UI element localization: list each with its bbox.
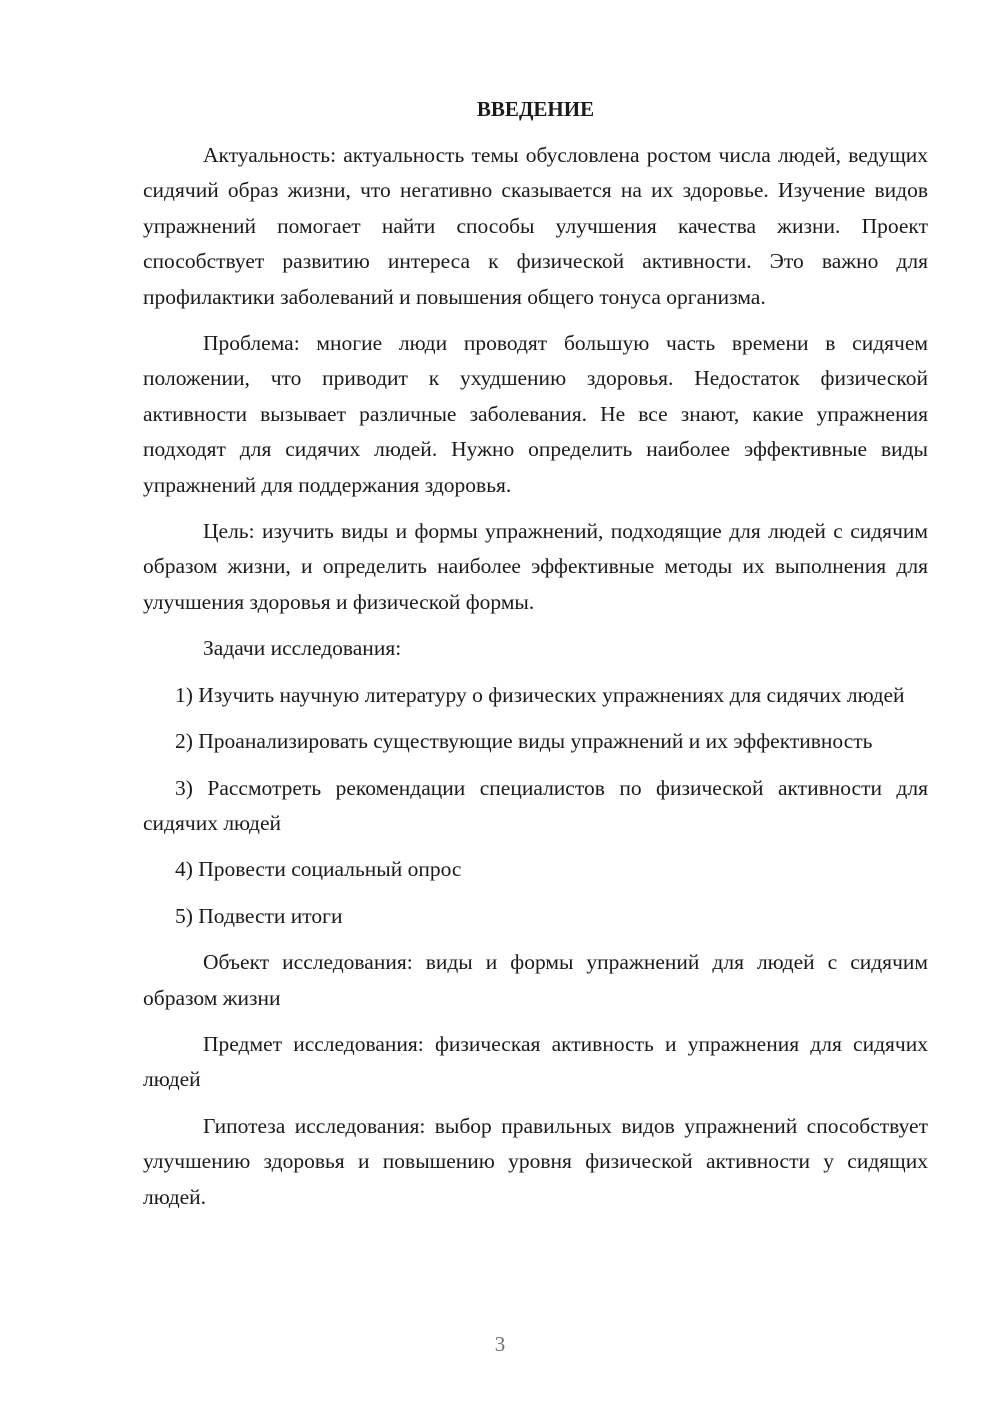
tasks-intro: Задачи исследования: xyxy=(203,636,402,661)
hypothesis-paragraph: Гипотеза исследования: выбор правильных видов упражнений способствует улучшению здоровья и повышению уровня физической активности у сидящих людей. xyxy=(143,1113,928,1209)
object-paragraph: Объект исследования: виды и формы упражнений для людей с сидячим образом жизни xyxy=(143,950,928,1010)
task-item: 4) Провести социальный опрос xyxy=(175,857,462,882)
task-item: 2) Проанализировать существующие виды упражнений и их эффективность xyxy=(175,729,873,754)
section-heading: ВВЕДЕНИЕ xyxy=(476,97,595,121)
goal-paragraph: Цель: изучить виды и формы упражнений, подходящие для людей с сидячим образом жизни, и определить наиболее эффективные методы их выполнения для улучшения здоровья и физической формы. xyxy=(143,519,928,614)
task-item: 5) Подвести итоги xyxy=(175,903,343,928)
task-item: 3) Рассмотреть рекомендации специалистов по физической активности для сидячих людей xyxy=(143,775,928,835)
tasks-list xyxy=(143,678,928,934)
page-number: 3 xyxy=(494,1332,506,1356)
subject-paragraph: Предмет исследования: физическая активность и упражнения для сидячих людей xyxy=(143,1031,928,1092)
page-content xyxy=(143,92,928,1226)
problem-paragraph: Проблема: многие люди проводят большую часть времени в сидячем положении, что приводит к ухудшению здоровья. Недостаток физической активности вызывает различные заболевания. Не все знают, какие упражнения подходят для сидячих людей. Нужно определить наиболее эффективные виды упражнений для поддержания здоровья. xyxy=(143,331,928,497)
relevance-paragraph: Актуальность: актуальность темы обусловлена ростом числа людей, ведущих сидячий образ жизни, что негативно сказывается на их здоровье. Изучение видов упражнений помогает найти способы улучшения качества жизни. Проект способствует развитию интереса к физической активности. Это важно для профилактики заболеваний и повышения общего тонуса организма. xyxy=(143,143,928,309)
task-item: 1) Изучить научную литературу о физических упражнениях для сидячих людей xyxy=(175,682,905,707)
